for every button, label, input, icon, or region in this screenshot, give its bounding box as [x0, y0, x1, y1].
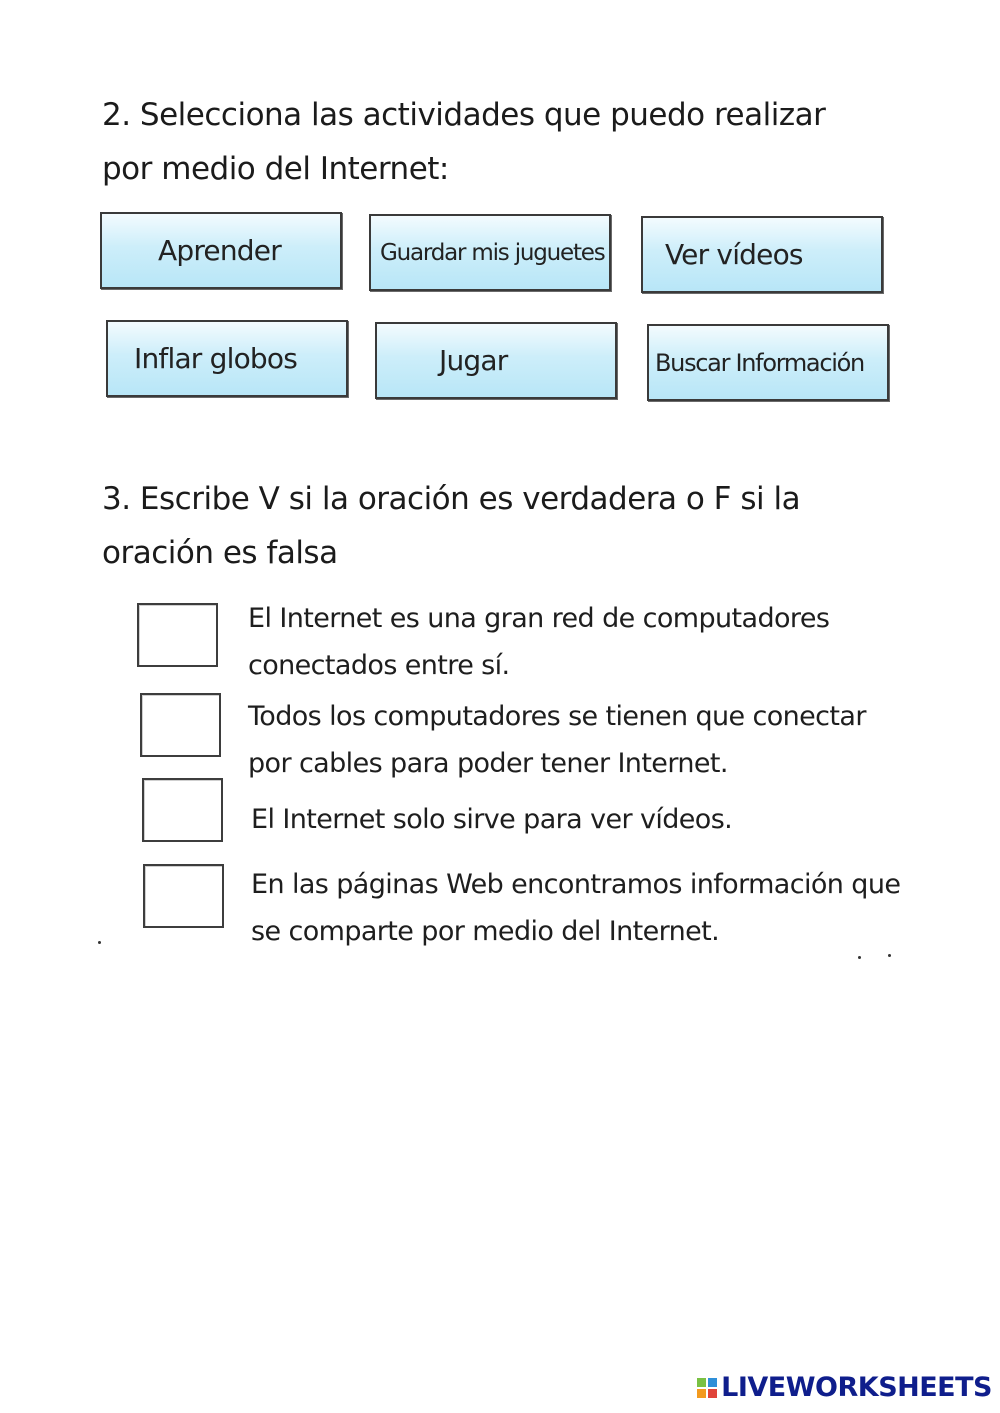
logo-square-red [708, 1389, 717, 1398]
answer-input-2[interactable] [140, 693, 221, 757]
question-2-title: 2. Selecciona las actividades que puedo realizar por medio del Internet: [102, 97, 826, 187]
scan-speck [858, 956, 861, 959]
option-guardar-juguetes[interactable]: Guardar mis juguetes [369, 214, 611, 291]
answer-input-3[interactable] [142, 778, 223, 842]
liveworksheets-wordmark: LIVEWORKSHEETS [721, 1372, 992, 1403]
option-jugar[interactable]: Jugar [375, 322, 617, 399]
liveworksheets-logo [697, 1372, 992, 1403]
option-aprender[interactable]: Aprender [100, 212, 342, 289]
option-ver-videos[interactable]: Ver vídeos [641, 216, 883, 293]
logo-square-orange [697, 1389, 706, 1398]
scan-speck [888, 954, 891, 957]
scan-speck [98, 941, 101, 944]
answer-input-1[interactable] [137, 603, 218, 667]
statement-2: Todos los computadores se tienen que conectar por cables para poder tener Internet. [248, 701, 866, 779]
answer-input-4[interactable] [143, 864, 224, 928]
statement-3: El Internet solo sirve para ver vídeos. [251, 804, 733, 835]
statement-1: El Internet es una gran red de computadores conectados entre sí. [248, 603, 830, 681]
logo-square-blue [708, 1378, 717, 1387]
option-inflar-globos[interactable]: Inflar globos [106, 320, 348, 397]
question-3-title: 3. Escribe V si la oración es verdadera o F si la oración es falsa [102, 481, 801, 571]
option-buscar-informacion[interactable]: Buscar Información [647, 324, 889, 401]
logo-square-green [697, 1378, 706, 1387]
statement-4: En las páginas Web encontramos información que se comparte por medio del Internet. [251, 869, 901, 947]
liveworksheets-logo-icon [697, 1378, 717, 1398]
